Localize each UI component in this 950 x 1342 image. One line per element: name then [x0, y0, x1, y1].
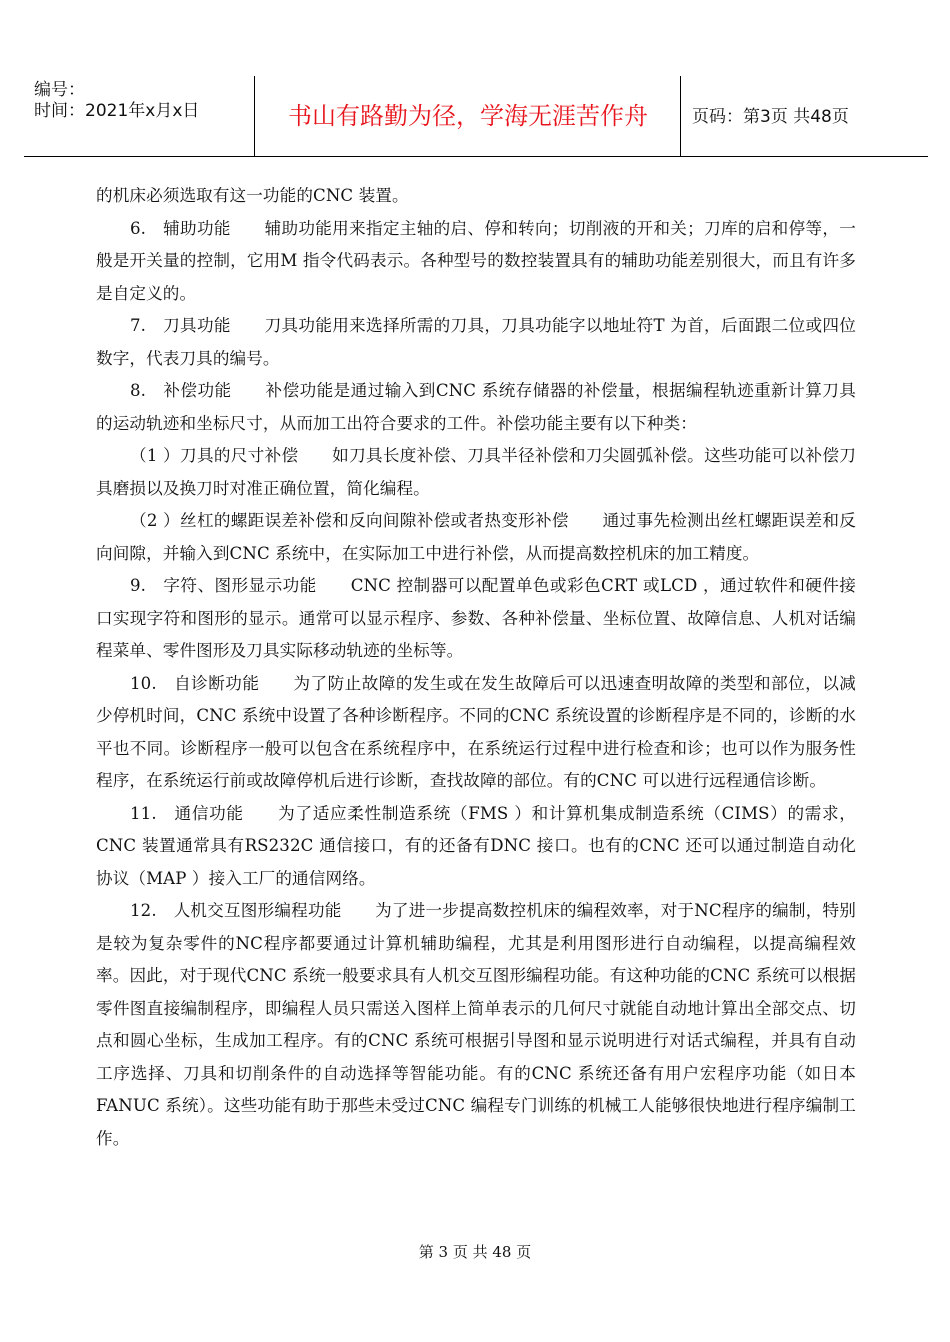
- header-meta: [34, 80, 199, 122]
- document-body: [96, 180, 856, 1155]
- paragraph-leadscrew-compensation: （2 ）丝杠的螺距误差补偿和反向间隙补偿或者热变形补偿 通过事先检测出丝杠螺距误差和反向间隙，并输入到CNC 系统中，在实际加工中进行补偿，从而提高数控机床的加工精度。: [96, 511, 856, 563]
- page-header: [24, 76, 928, 157]
- paragraph-continuation: 的机床必须选取有这一功能的CNC 装置。: [96, 186, 409, 205]
- paragraph-auxiliary-function: 6. 辅助功能 辅助功能用来指定主轴的启、停和转向；切削液的开和关；刀库的启和停等，一般是开关量的控制，它用M 指令代码表示。各种型号的数控装置具有的辅助功能差别很大，而且有许多是自定义的。: [96, 218, 856, 303]
- header-divider-left: [254, 76, 255, 156]
- paragraph-tool-size-compensation: （1 ）刀具的尺寸补偿 如刀具长度补偿、刀具半径补偿和刀尖圆弧补偿。这些功能可以补偿刀具磨损以及换刀时对准正确位置，简化编程。: [96, 446, 856, 498]
- header-divider-right: [680, 76, 681, 156]
- header-motto: 书山有路勤为径，学海无涯苦作舟: [288, 102, 648, 130]
- doc-number-label: 编号：: [34, 80, 85, 100]
- paragraph-display-function: 9. 字符、图形显示功能 CNC 控制器可以配置单色或彩色CRT 或LCD ，通过软件和硬件接口实现字符和图形的显示。通常可以显示程序、参数、各种补偿量、坐标位置、故障信息、人机对话编程菜单、零件图形及刀具实际移动轨迹的坐标等。: [96, 576, 856, 660]
- paragraph-self-diagnosis: 10. 自诊断功能 为了防止故障的发生或在发生故障后可以迅速查明故障的类型和部位，以减少停机时间，CNC 系统中设置了各种诊断程序。不同的CNC 系统设置的诊断程序是不同的，诊断的水平也不同。诊断程序一般可以包含在系统程序中，在系统运行过程中进行检查和诊；也可以作为服务性程序，在系统运行前或故障停机后进行诊断，查找故障的部位。有的CNC 可以进行远程通信诊断。: [96, 673, 856, 790]
- date-label: 时间：2021年x月x日: [34, 101, 200, 121]
- header-page-code: 页码：第3页 共48页: [692, 107, 849, 127]
- paragraph-tool-function: 7. 刀具功能 刀具功能用来选择所需的刀具，刀具功能字以地址符T 为首，后面跟二位或四位数字，代表刀具的编号。: [96, 316, 856, 368]
- paragraph-compensation-function: 8. 补偿功能 补偿功能是通过输入到CNC 系统存储器的补偿量，根据编程轨迹重新计算刀具的运动轨迹和坐标尺寸，从而加工出符合要求的工件。补偿功能主要有以下种类：: [96, 381, 856, 433]
- paragraph-graphic-programming: 12. 人机交互图形编程功能 为了进一步提高数控机床的编程效率，对于NC程序的编制，特别是较为复杂零件的NC程序都要通过计算机辅助编程，尤其是利用图形进行自动编程，以提高编程效率。因此，对于现代CNC 系统一般要求具有人机交互图形编程功能。有这种功能的CNC 系统可以根据零件图直接编制程序，即编程人员只需送入图样上简单表示的几何尺寸就能自动地计算出全部交点、切点和圆心坐标，生成加工程序。有的CNC 系统可根据引导图和显示说明进行对话式编程，并具有自动工序选择、刀具和切削条件的自动选择等智能功能。有的CNC 系统还备有用户宏程序功能（如日本FANUC 系统）。这些功能有助于那些未受过CNC 编程专门训练的机械工人能够很快地进行程序编制工作。: [96, 901, 856, 1148]
- paragraph-communication: 11. 通信功能 为了适应柔性制造系统（FMS ）和计算机集成制造系统（CIMS）的需求，CNC 装置通常具有RS232C 通信接口，有的还备有DNC 接口。也有的CNC 还可以通过制造自动化协议（MAP ）接入工厂的通信网络。: [96, 803, 856, 888]
- page-footer: 第 3 页 共 48 页: [418, 1243, 532, 1261]
